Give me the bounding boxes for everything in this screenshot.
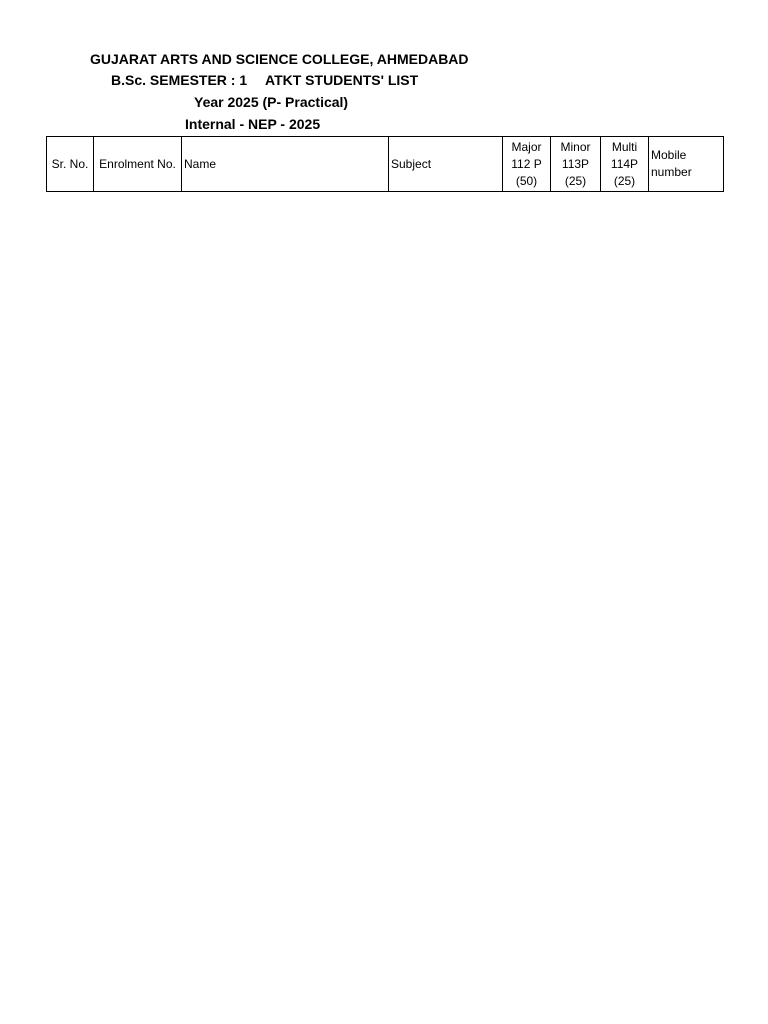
year-label: Year 2025 (P- Practical) [194, 94, 349, 110]
internal-label: Internal - NEP - 2025 [185, 116, 321, 132]
col-multi: Multi 114P (25) [601, 137, 649, 192]
col-subject: Subject [389, 137, 503, 192]
col-name: Name [182, 137, 389, 192]
col-minor: Minor 113P (25) [551, 137, 601, 192]
col-mobile: Mobile number [649, 137, 724, 192]
college-title: GUJARAT ARTS AND SCIENCE COLLEGE, AHMEDABAD [90, 51, 469, 67]
atkt-students-table [46, 136, 724, 192]
semester-label: B.Sc. SEMESTER : 1 [111, 72, 248, 88]
col-major: Major 112 P (50) [503, 137, 551, 192]
col-enrolment: Enrolment No. [94, 137, 182, 192]
col-sr: Sr. No. [47, 137, 94, 192]
list-title: ATKT STUDENTS' LIST [265, 72, 419, 88]
